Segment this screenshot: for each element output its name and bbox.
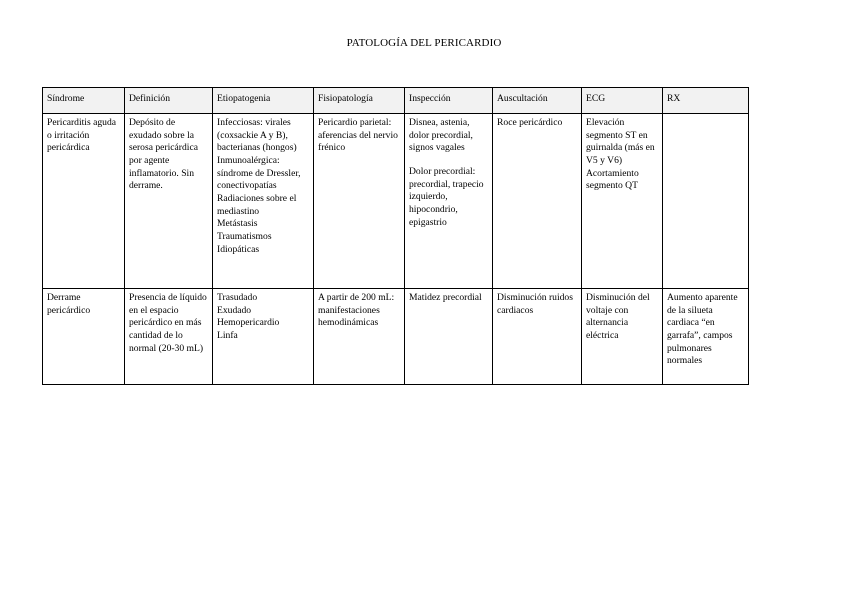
header-rx: RX <box>663 88 749 114</box>
cell-ecg <box>582 289 663 385</box>
ecg-line: Disminución del voltaje con alternancia eléctrica <box>586 292 650 341</box>
etiopatogenia-line: Inmunoalérgica: síndrome de Dressler, conectivopatías <box>217 154 301 192</box>
header-etiopatogenia: Etiopatogenia <box>213 88 314 114</box>
table-header-row <box>43 88 749 114</box>
cell-fisiopatologia: A partir de 200 mL: manifestaciones hemodinámicas <box>314 289 405 385</box>
cell-inspeccion <box>405 289 493 385</box>
etiopatogenia-line: Radiaciones sobre el mediastino <box>217 192 297 217</box>
cell-etiopatogenia <box>213 114 314 289</box>
ecg-line: Acortamiento segmento QT <box>586 167 639 192</box>
cell-rx <box>663 114 749 289</box>
cell-definicion: Presencia de líquido en el espacio pericárdico en más cantidad de lo normal (20-30 mL) <box>125 289 213 385</box>
cell-sindrome: Pericarditis aguda o irritación pericárdica <box>43 114 125 289</box>
cell-ecg <box>582 114 663 289</box>
cell-fisiopatologia: Pericardio parietal: aferencias del nervio frénico <box>314 114 405 289</box>
cell-auscultacion: Roce pericárdico <box>493 114 582 289</box>
header-sindrome: Síndrome <box>43 88 125 114</box>
table-row <box>43 289 749 385</box>
ecg-line: Elevación segmento ST en guirnalda (más en V5 y V6) <box>586 117 655 166</box>
cell-etiopatogenia <box>213 289 314 385</box>
etiopatogenia-line: Traumatismos <box>217 230 272 242</box>
inspeccion-paragraph: Disnea, astenia, dolor precordial, signos vagales <box>409 117 473 154</box>
etiopatogenia-line: Linfa <box>217 329 238 341</box>
inspeccion-paragraph: Matidez precordial <box>409 292 482 303</box>
header-auscultacion: Auscultación <box>493 88 582 114</box>
cell-auscultacion: Disminución ruidos cardiacos <box>493 289 582 385</box>
cell-sindrome: Derrame pericárdico <box>43 289 125 385</box>
header-inspeccion: Inspección <box>405 88 493 114</box>
page-title: PATOLOGÍA DEL PERICARDIO <box>346 37 502 49</box>
etiopatogenia-line: Metástasis <box>217 218 258 230</box>
table-row <box>43 114 749 289</box>
etiopatogenia-line: Exudado <box>217 304 252 316</box>
inspeccion-paragraph: Dolor precordial: precordial, trapecio izquierdo, hipocondrio, epigastrio <box>409 165 484 228</box>
etiopatogenia-line: Trasudado <box>217 292 258 303</box>
cell-definicion: Depósito de exudado sobre la serosa pericárdica por agente inflamatorio. Sin derrame. <box>125 114 213 289</box>
header-fisiopatologia: Fisiopatología <box>314 88 405 114</box>
pericardium-pathology-table <box>42 87 749 385</box>
header-ecg: ECG <box>582 88 663 114</box>
cell-inspeccion <box>405 114 493 289</box>
cell-rx: Aumento aparente de la silueta cardiaca “en garrafa”, campos pulmonares normales <box>663 289 749 385</box>
etiopatogenia-line: Idiopáticas <box>217 243 260 255</box>
etiopatogenia-line: Infecciosas: virales (coxsackie A y B), bacterianas (hongos) <box>217 117 297 154</box>
header-definicion: Definición <box>125 88 213 114</box>
etiopatogenia-line: Hemopericardio <box>217 317 280 329</box>
